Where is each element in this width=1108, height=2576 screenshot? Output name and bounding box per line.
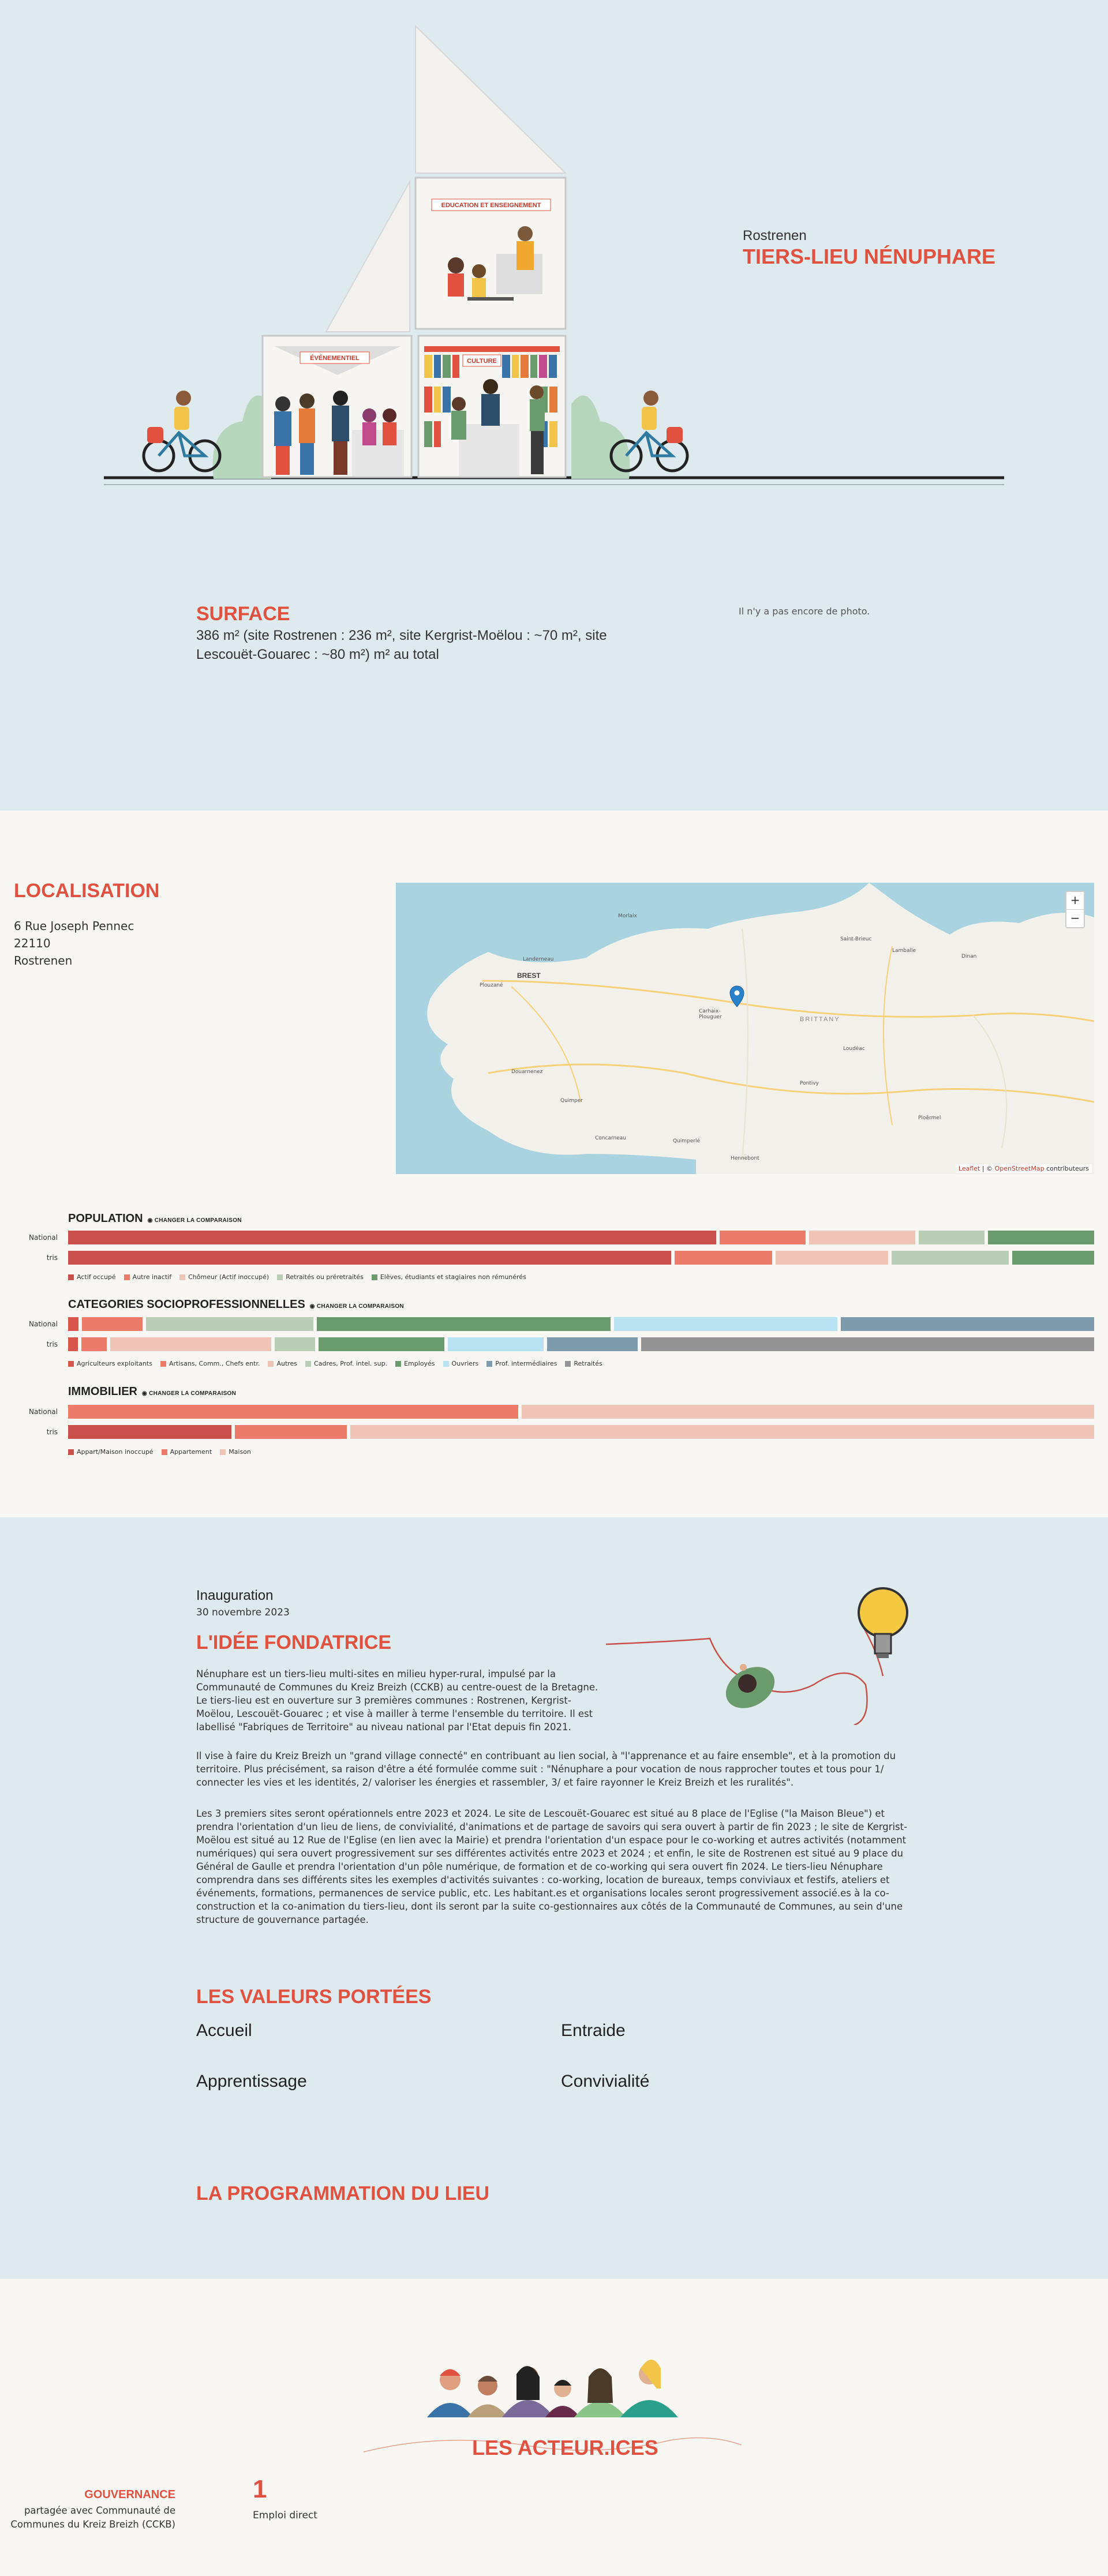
hero-town: Rostrenen xyxy=(743,228,807,243)
svg-text:Concarneau: Concarneau xyxy=(595,1135,626,1141)
legend-swatch xyxy=(220,1449,226,1455)
svg-text:Pontivy: Pontivy xyxy=(800,1081,819,1086)
acteurs-illustration xyxy=(427,2348,687,2423)
population-local-segment xyxy=(1012,1251,1094,1265)
valeurs-title: LES VALEURS PORTÉES xyxy=(196,1986,432,2008)
idee-paragraph-3: Les 3 premiers sites seront opérationnels entre 2023 et 2024. Le site de Lescouët-Gouarec est situé au 8 place de l'Eglise ("la Maison Bleue") et prendra l'orientation d'un lieu de liens, de convivialité, d'animations et de partage de savoirs qui sera ouvert à partir de fin 2023 ; le site de Kergrist-Moëlou est situé au 12 Rue de l'Eglise (en lien avec la Mairie) et prendra l'orientation d'un espace pour le co-working et autres activités (notamment numériques) qui sera ouvert progressivement sur ses différentes activités entre 2023 et 2024 ; et enfin, le site de Rostrenen est situé au 9 place du Général de Gaulle et prendra l'orientation d'un pôle numérique, de formation et de co-working qui sera ouvert fin 2024. Le tiers-lieu Nénuphare comprendra dans ses différents sites les exemples d'activités suivantes : co-working, location de bureaux, temps conviviaux et festifs, ateliers et événements, formations, permanences de service public, etc. Les habitant.es et organisations locales seront progressivement associé.es à la co-construction et la co-animation du tiers-lieu, dont ils seront par la suite co-gestionnaires aux côtés de la Communauté de Communes, au sein d'une structure de gouvernance partagée. xyxy=(196,1808,908,1925)
svg-text:Plouguer: Plouguer xyxy=(699,1014,722,1020)
map-zoom-controls xyxy=(1065,891,1085,928)
immobilier-legend-item xyxy=(220,1448,251,1456)
csp-legend-item xyxy=(565,1360,602,1367)
immobilier-legend xyxy=(68,1448,251,1456)
svg-text:Douarnenez: Douarnenez xyxy=(511,1069,543,1075)
population-legend-item xyxy=(68,1273,116,1281)
population-legend xyxy=(68,1273,526,1281)
legend-label: Actif occupé xyxy=(77,1273,116,1281)
hero-title: TIERS-LIEU NÉNUPHARE xyxy=(743,245,996,268)
idee-paragraph-2: Il vise à faire du Kreiz Breizh un "grand village connecté" en contribuant au lien social, à "l'apprenance et au faire ensemble", et à la promotion du territoire. Plus précisément, sa raison d'être a été formulée comme suit : "Nénuphare a pour vocation de nous rapprocher toutes et tous pour 1/ connecter les vies et les identités, 2/ valoriser les énergies et rassembler, 3/ et faire rayonner le Kreiz Breizh et les ruralités". xyxy=(196,1750,896,1788)
population-legend-item xyxy=(277,1273,364,1281)
immobilier-local-segment xyxy=(68,1425,231,1439)
legend-swatch xyxy=(68,1274,74,1280)
population-local-segment xyxy=(892,1251,1009,1265)
population-national-segment xyxy=(68,1231,716,1244)
population-row-national: National xyxy=(28,1233,58,1242)
gouvernance-title: GOUVERNANCE xyxy=(84,2488,175,2501)
csp-row-local: tris xyxy=(46,1340,58,1348)
csp-local-segment xyxy=(81,1337,107,1351)
csp-local-segment xyxy=(68,1337,78,1351)
population-legend-item xyxy=(124,1273,171,1281)
csp-compare-button[interactable]: ◉ CHANGER LA COMPARAISON xyxy=(309,1303,404,1310)
legend-label: Maison xyxy=(229,1448,251,1456)
surface-text: 386 m² (site Rostrenen : 236 m², site Kergrist-Moëlou : ~70 m², site Lescouët-Gouarec : ~80 m²) m² au total xyxy=(196,628,607,662)
population-compare-button[interactable]: ◉ CHANGER LA COMPARAISON xyxy=(147,1217,242,1224)
acteurs-title: LES ACTEUR.ICES xyxy=(472,2436,658,2459)
inauguration-title: Inauguration xyxy=(196,1588,274,1603)
svg-text:Carhaix-: Carhaix- xyxy=(699,1008,721,1014)
immobilier-national-segment xyxy=(68,1405,518,1419)
inauguration-date: 30 novembre 2023 xyxy=(196,1607,290,1618)
population-national-segment xyxy=(988,1231,1094,1244)
immobilier-row-local: tris xyxy=(46,1428,58,1436)
population-national-segment xyxy=(720,1231,806,1244)
legend-swatch xyxy=(160,1361,166,1367)
localisation-section xyxy=(0,811,1108,1517)
immobilier-bar-national xyxy=(68,1405,1094,1419)
label-evenementiel: ÉVÉNEMENTIEL xyxy=(310,355,360,362)
csp-national-segment xyxy=(82,1317,143,1331)
immobilier-legend-item xyxy=(68,1448,154,1456)
csp-legend-item xyxy=(395,1360,435,1367)
population-legend-item xyxy=(179,1273,269,1281)
zoom-out-button[interactable]: − xyxy=(1066,909,1084,927)
population-bar-national xyxy=(68,1231,1094,1244)
legend-swatch xyxy=(68,1449,74,1455)
population-local-segment xyxy=(675,1251,772,1265)
legend-label: Autre inactif xyxy=(132,1273,172,1281)
immobilier-local-segment xyxy=(235,1425,347,1439)
zoom-in-button[interactable]: + xyxy=(1070,893,1080,907)
svg-text:Landerneau: Landerneau xyxy=(523,957,554,962)
csp-legend-item xyxy=(68,1360,152,1367)
legend-swatch xyxy=(486,1361,492,1367)
map-tiles xyxy=(396,883,1094,1174)
csp-national-segment xyxy=(68,1317,78,1331)
svg-text:Plouzané: Plouzané xyxy=(480,983,503,988)
svg-text:BREST: BREST xyxy=(517,972,541,980)
address xyxy=(14,917,134,969)
immobilier-bar-local xyxy=(68,1425,1094,1439)
osm-link[interactable]: OpenStreetMap xyxy=(994,1165,1045,1172)
no-photo-text: Il n'y a pas encore de photo. xyxy=(739,606,870,617)
svg-text:Quimper: Quimper xyxy=(560,1098,583,1104)
population-national-segment xyxy=(919,1231,985,1244)
label-education: EDUCATION ET ENSEIGNEMENT xyxy=(441,202,541,209)
programmation-title: LA PROGRAMMATION DU LIEU xyxy=(196,2183,490,2204)
csp-national-segment xyxy=(317,1317,611,1331)
legend-label: Ouvriers xyxy=(451,1360,479,1367)
csp-legend-item xyxy=(160,1360,260,1367)
idee-section xyxy=(0,1517,1108,2279)
csp-local-segment xyxy=(641,1337,1094,1351)
legend-label: Autres xyxy=(276,1360,298,1367)
csp-row-national: National xyxy=(28,1320,58,1328)
legend-label: Prof. intermédiaires xyxy=(495,1360,557,1367)
legend-label: Cadres, Prof. intel. sup. xyxy=(314,1360,388,1367)
csp-national-segment xyxy=(614,1317,837,1331)
valeur-apprentissage: Apprentissage xyxy=(196,2072,307,2091)
legend-swatch xyxy=(565,1361,571,1367)
legend-swatch xyxy=(179,1274,185,1280)
svg-text:Dinan: Dinan xyxy=(961,954,977,959)
legend-swatch xyxy=(68,1361,74,1367)
svg-text:Saint-Brieuc: Saint-Brieuc xyxy=(840,936,872,942)
csp-local-segment xyxy=(275,1337,315,1351)
csp-legend-item xyxy=(305,1360,387,1367)
svg-text:Ploërmel: Ploërmel xyxy=(918,1115,941,1121)
legend-swatch xyxy=(372,1274,377,1280)
population-title: POPULATION ◉ CHANGER LA COMPARAISON xyxy=(68,1212,242,1225)
legend-label: Retraités ou préretraités xyxy=(286,1273,364,1281)
legend-label: Retraités xyxy=(574,1360,602,1367)
leaflet-link[interactable]: Leaflet xyxy=(958,1165,980,1172)
immobilier-local-segment xyxy=(350,1425,1094,1439)
legend-label: Agriculteurs exploitants xyxy=(77,1360,152,1367)
csp-local-segment xyxy=(547,1337,638,1351)
legend-swatch xyxy=(162,1449,167,1455)
population-row-local: tris xyxy=(46,1254,58,1262)
csp-bar-local xyxy=(68,1337,1094,1351)
legend-label: Appartement xyxy=(170,1448,212,1456)
legend-swatch xyxy=(305,1361,311,1367)
csp-legend-item xyxy=(443,1360,479,1367)
address-street: 6 Rue Joseph Pennec xyxy=(14,919,134,933)
hero-section xyxy=(0,0,1108,811)
csp-legend xyxy=(68,1360,602,1367)
csp-local-segment xyxy=(319,1337,444,1351)
population-local-segment xyxy=(776,1251,888,1265)
label-culture: CULTURE xyxy=(467,358,497,365)
svg-text:Quimperlé: Quimperlé xyxy=(673,1138,701,1144)
legend-swatch xyxy=(395,1361,401,1367)
population-legend-item xyxy=(372,1273,526,1281)
legend-label: Elèves, étudiants et stagiaires non rémunérés xyxy=(380,1273,526,1281)
csp-local-segment xyxy=(110,1337,271,1351)
immobilier-national-segment xyxy=(522,1405,1094,1419)
map[interactable] xyxy=(396,883,1094,1174)
idee-paragraph-1: Nénuphare est un tiers-lieu multi-sites en milieu hyper-rural, impulsé par la Communauté de Communes du Kreiz Breizh (CCKB) au centre-ouest de la Bretagne. Le tiers-lieu est en ouverture sur 3 premières communes : Rostrenen, Kergrist-Moëlou, Lescouët-Gouarec ; et vise à mailler à terme l'ensemble du territoire. Il est labellisé "Fabriques de Territoire" au niveau national par l'Etat depuis fin 2021. xyxy=(196,1668,598,1733)
csp-local-segment xyxy=(448,1337,544,1351)
immobilier-row-national: National xyxy=(28,1408,58,1416)
valeur-convivialite: Convivialité xyxy=(561,2072,650,2091)
legend-swatch xyxy=(268,1361,274,1367)
valeur-accueil: Accueil xyxy=(196,2021,252,2040)
immobilier-compare-button[interactable]: ◉ CHANGER LA COMPARAISON xyxy=(142,1390,237,1397)
valeur-entraide: Entraide xyxy=(561,2021,626,2040)
legend-swatch xyxy=(443,1361,449,1367)
population-national-segment xyxy=(809,1231,915,1244)
map-attribution: Leaflet | © OpenStreetMap contributeurs xyxy=(956,1164,1092,1173)
legend-label: Artisans, Comm., Chefs entr. xyxy=(169,1360,260,1367)
address-city: Rostrenen xyxy=(14,954,73,968)
gouvernance-text: partagée avec Communauté de Communes du Kreiz Breizh (CCKB) xyxy=(10,2505,175,2530)
csp-title: CATEGORIES SOCIOPROFESSIONNELLES ◉ CHANGER LA COMPARAISON xyxy=(68,1298,404,1311)
legend-label: Employés xyxy=(404,1360,435,1367)
surface-title: SURFACE xyxy=(196,603,290,625)
address-postcode: 22110 xyxy=(14,936,51,950)
acteurs-section xyxy=(0,2279,1108,2576)
legend-swatch xyxy=(124,1274,130,1280)
immobilier-title: IMMOBILIER ◉ CHANGER LA COMPARAISON xyxy=(68,1385,237,1398)
legend-label: Appart/Maison inoccupé xyxy=(77,1448,154,1456)
emploi-count: 1 xyxy=(253,2475,267,2503)
csp-legend-item xyxy=(268,1360,297,1367)
legend-swatch xyxy=(277,1274,283,1280)
svg-text:Hennebont: Hennebont xyxy=(731,1156,759,1161)
svg-text:BRITTANY: BRITTANY xyxy=(800,1016,840,1023)
legend-label: Chômeur (Actif inoccupé) xyxy=(188,1273,269,1281)
lightbulb-illustration xyxy=(606,1587,918,1725)
csp-legend-item xyxy=(486,1360,557,1367)
csp-national-segment xyxy=(841,1317,1094,1331)
population-local-segment xyxy=(68,1251,671,1265)
svg-text:Morlaix: Morlaix xyxy=(618,913,637,919)
emploi-label: Emploi direct xyxy=(253,2510,317,2521)
idee-title: L'IDÉE FONDATRICE xyxy=(196,1632,392,1653)
population-bar-local xyxy=(68,1251,1094,1265)
immobilier-legend-item xyxy=(162,1448,212,1456)
csp-bar-national xyxy=(68,1317,1094,1331)
svg-text:Loudéac: Loudéac xyxy=(843,1046,865,1052)
csp-national-segment xyxy=(146,1317,313,1331)
localisation-title: LOCALISATION xyxy=(14,880,160,902)
cyclist-left-icon xyxy=(144,391,220,471)
svg-text:Lamballe: Lamballe xyxy=(892,948,916,954)
